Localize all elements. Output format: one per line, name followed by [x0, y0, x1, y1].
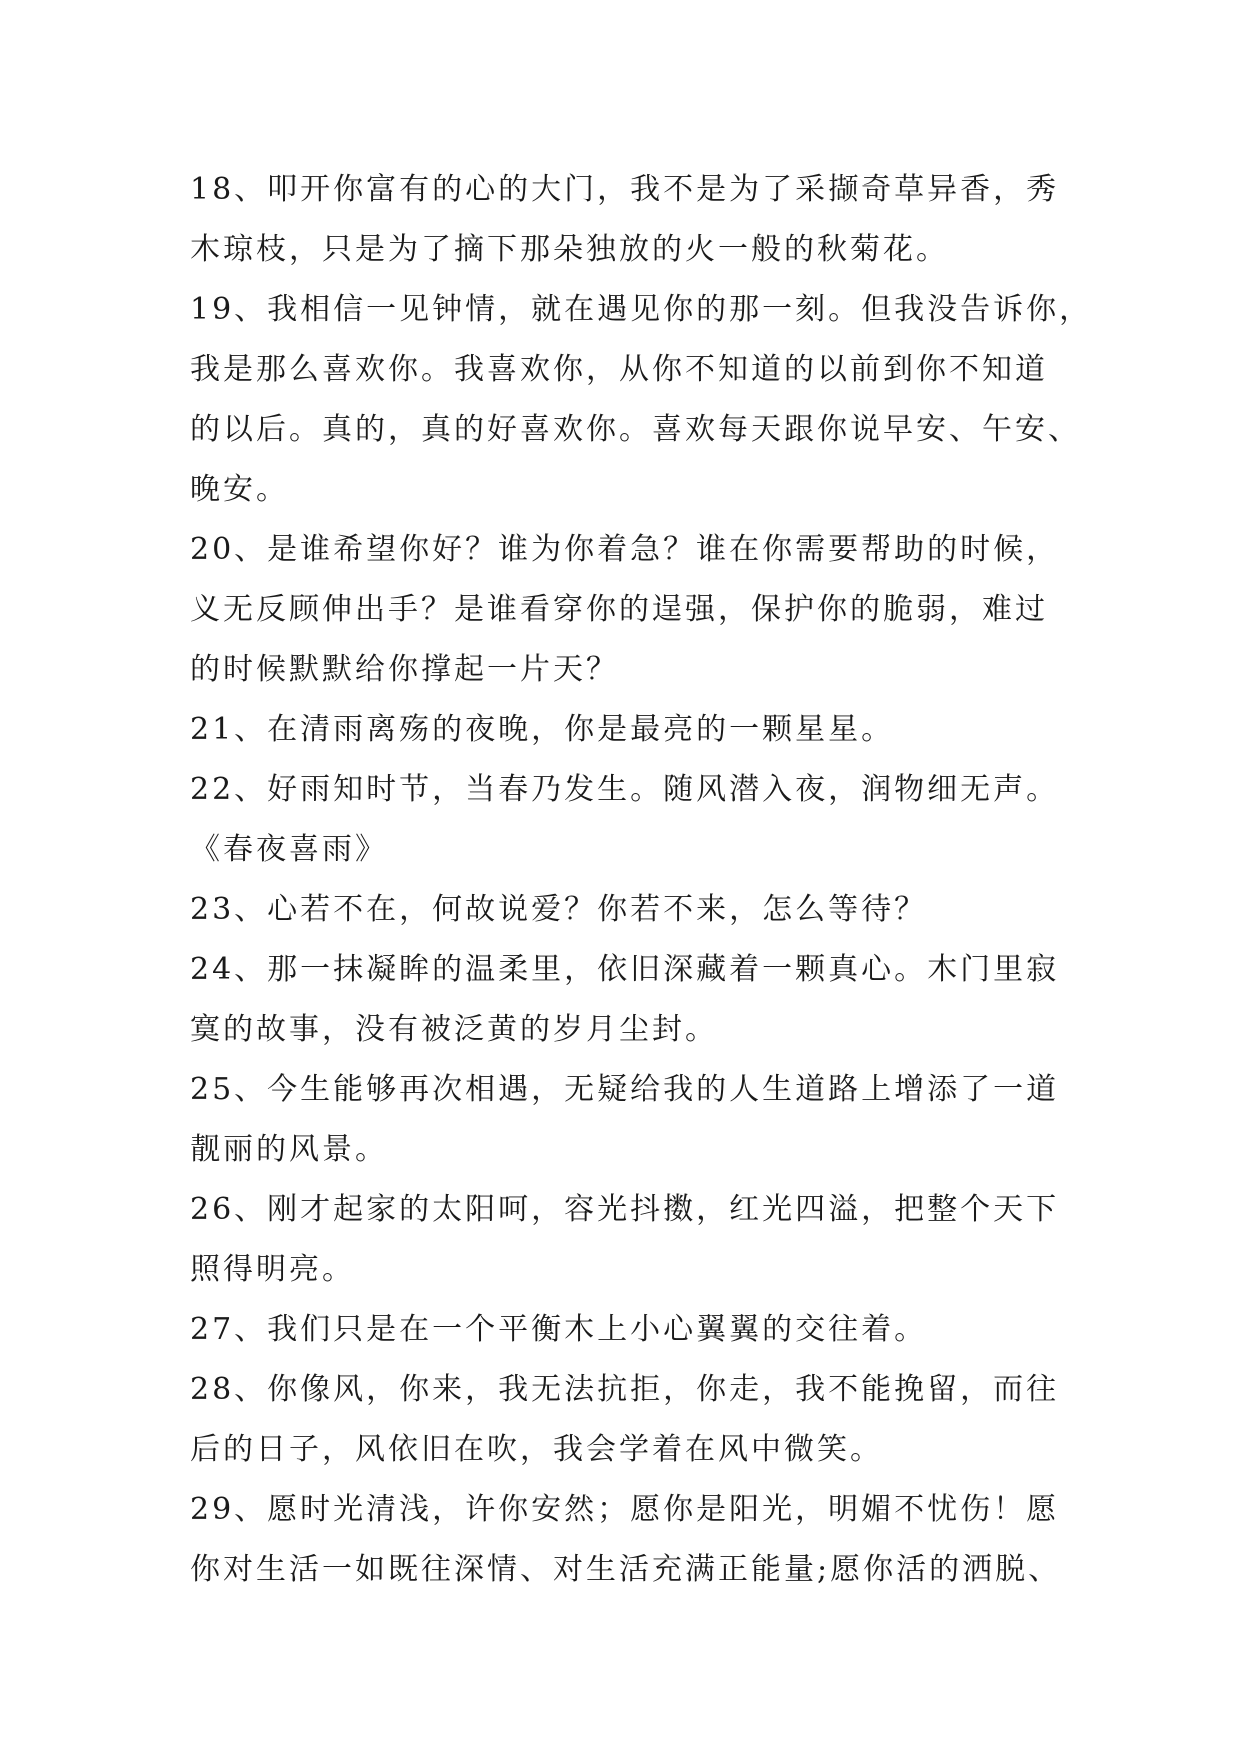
text-line: 寞的故事，没有被泛黄的岁月尘封。 [190, 1012, 718, 1047]
text-line: 26、刚才起家的太阳呵，容光抖擞，红光四溢，把整个天下 [190, 1192, 1060, 1227]
text-line: 18、叩开你富有的心的大门，我不是为了采撷奇草异香，秀 [190, 172, 1060, 207]
text-line: 晚安。 [190, 472, 289, 507]
text-line: 的时候默默给你撑起一片天？ [190, 652, 619, 687]
text-line: 木琼枝，只是为了摘下那朵独放的火一般的秋菊花。 [190, 232, 949, 267]
text-line: 28、你像风，你来，我无法抗拒，你走，我不能挽留，而往 [190, 1372, 1060, 1407]
text-line: 我是那么喜欢你。我喜欢你，从你不知道的以前到你不知道 [190, 352, 1048, 387]
text-line: 24、那一抹凝眸的温柔里，依旧深藏着一颗真心。木门里寂 [190, 952, 1060, 987]
text-line: 29、愿时光清浅，许你安然；愿你是阳光，明媚不忧伤！愿 [190, 1492, 1060, 1527]
text-line: 22、好雨知时节，当春乃发生。随风潜入夜，润物细无声。 [190, 772, 1060, 807]
text-line: 后的日子，风依旧在吹，我会学着在风中微笑。 [190, 1432, 883, 1467]
text-line: 靓丽的风景。 [190, 1132, 388, 1167]
text-line: 25、今生能够再次相遇，无疑给我的人生道路上增添了一道 [190, 1072, 1060, 1107]
text-line: 27、我们只是在一个平衡木上小心翼翼的交往着。 [190, 1312, 928, 1347]
text-line: 你对生活一如既往深情、对生活充满正能量;愿你活的洒脱、 [190, 1552, 1062, 1587]
text-line: 21、在清雨离殇的夜晚，你是最亮的一颗星星。 [190, 712, 895, 747]
text-line: 20、是谁希望你好？谁为你着急？谁在你需要帮助的时候， [190, 532, 1060, 567]
text-line: 照得明亮。 [190, 1252, 355, 1287]
text-line: 19、我相信一见钟情，就在遇见你的那一刻。但我没告诉你， [190, 292, 1093, 327]
text-line: 义无反顾伸出手？是谁看穿你的逞强，保护你的脆弱，难过 [190, 592, 1048, 627]
text-line: 23、心若不在，何故说爱？你若不来，怎么等待？ [190, 892, 928, 927]
document-body [190, 160, 1093, 1600]
text-line: 的以后。真的，真的好喜欢你。喜欢每天跟你说早安、午安、 [190, 412, 1081, 447]
text-line: 《春夜喜雨》 [190, 832, 388, 867]
